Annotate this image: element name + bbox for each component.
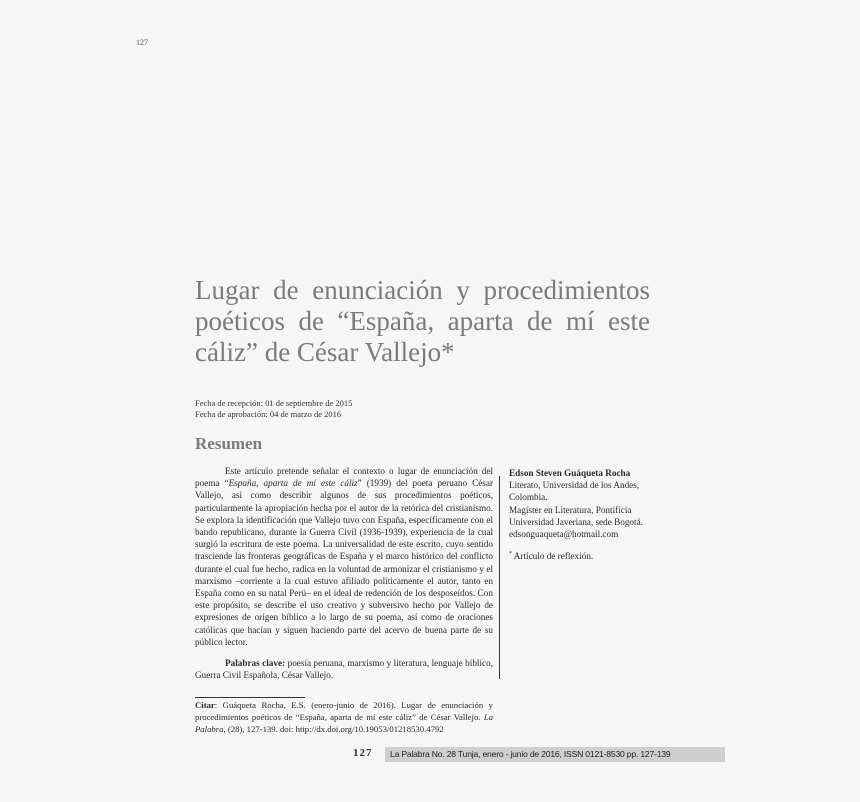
citation — [195, 699, 493, 735]
author-name: Edson Steven Guáqueta Rocha — [509, 468, 631, 478]
citation-journal: La Palabra — [195, 712, 493, 734]
article-title: Lugar de enunciación y procedimientos poéticos de “España, aparta de mí este cáliz” de César Vallejo* — [195, 275, 650, 367]
footnote-text: Artículo de reflexión. — [513, 551, 594, 562]
received-date: Fecha de recepción: 01 de septiembre de 2015 — [195, 398, 353, 408]
abstract-heading: Resumen — [195, 434, 263, 453]
citation-text-pre: : Guáqueta Rocha, E.S. (enero-junio de 2016). Lugar de enunciación y procedimientos poéticos de “España, aparta de mí este cáliz” de César Vallejo. — [195, 700, 493, 722]
keywords-label: Palabras clave: — [225, 658, 286, 668]
keywords — [195, 657, 493, 681]
article-dates — [195, 398, 352, 420]
footnote-marker: * — [509, 551, 512, 557]
author-affiliation-1: Literato, Universidad de los Andes, Colombia. — [509, 480, 640, 503]
author-email: edsonguaqueta@hotmail.com — [509, 529, 619, 540]
citation-rule — [195, 697, 305, 698]
abstract-paragraph — [195, 465, 493, 648]
abstract-body — [195, 465, 493, 648]
approved-date: Fecha de aprobación: 04 de marzo de 2016 — [195, 409, 342, 419]
column-divider — [499, 476, 500, 679]
abstract-text-post: ” (1939) del poeta peruano César Vallejo, así como describir algunos de sus procedimientos poéticos, particularmente la apropiación hecha por el autor de la retórica del cristianismo. Se explora la identificación que Vallejo tuvo con España, específicamente con el bando republicano, durante la Guerra Civil (1936-1939), experiencia de la cual surgió la escritura de este poema. La universalidad de este escrito, cuyo sentido trasciende las fronteras geográficas de España y el marco histórico del conflicto durante el cual fue hecho, radica en la voluntad de armonizar el cristianismo y el marxismo –corriente a la cual estuvo afiliado políticamente el autor, tanto en España como en su natal Perú– en el ideal de redención de los desposeídos. Con este propósito, se describe el uso creativo y subversivo hecho por Vallejo de expresiones de origen bíblico a lo largo de su poema, así como de oraciones católicas que hacían y siguen haciendo parte del acervo de buena parte de su público lector. — [195, 478, 494, 647]
keywords-list: poesía peruana, marxismo y literatura, lenguaje bíblico, Guerra Civil Española, César Vallejo. — [195, 658, 493, 681]
citation-text-post: , (28), 127-139. doi: http://dx.doi.org/10.19053/01218530.4792 — [223, 724, 444, 734]
author-info — [509, 467, 654, 540]
page-number-top: 127 — [136, 38, 148, 47]
footer-page-number: 127 — [353, 747, 373, 759]
author-affiliation-2: Magíster en Literatura, Pontificia Universidad Javeriana, sede Bogotá. — [509, 504, 643, 527]
citation-label: Citar — [195, 700, 215, 710]
footer-journal-info: La Palabra No. 28 Tunja, enero - junio de 2016, ISSN 0121-8530 pp. 127-139 — [385, 747, 725, 762]
footnote — [509, 551, 593, 561]
abstract-text-pre: Este artículo pretende señalar el contexto o lugar de enunciación del poema “ — [195, 466, 493, 489]
poem-title: España, aparta de mí este cáliz — [228, 478, 358, 489]
